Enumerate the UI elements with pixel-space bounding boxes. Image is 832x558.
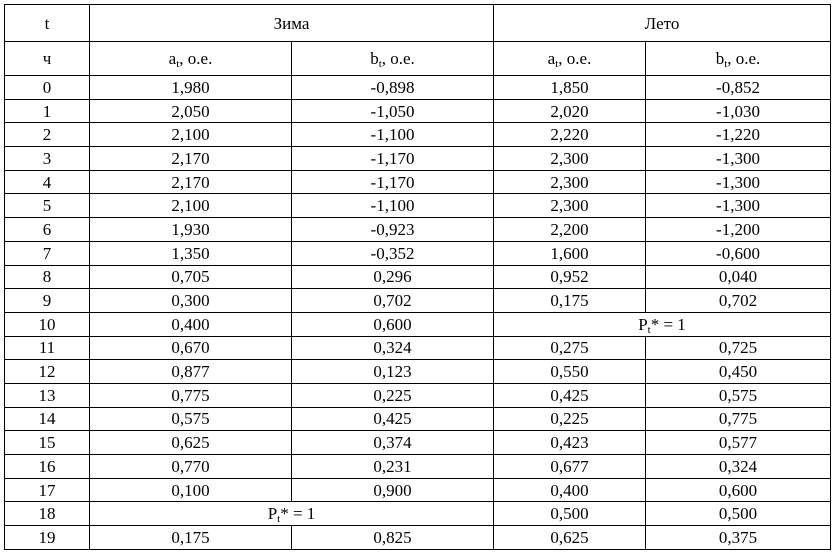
- hour-cell: 15: [5, 431, 90, 455]
- winter-a-cell: 0,575: [90, 407, 292, 431]
- summer-a-cell: 2,200: [494, 218, 646, 242]
- winter-a-cell: 2,170: [90, 147, 292, 171]
- winter-a-cell: 2,100: [90, 123, 292, 147]
- table-row: [5, 336, 831, 360]
- summer-a-cell: 0,425: [494, 383, 646, 407]
- hour-cell: 8: [5, 265, 90, 289]
- table-row: [5, 123, 831, 147]
- summer-a-cell: 1,600: [494, 241, 646, 265]
- table-row: [5, 360, 831, 384]
- hour-cell: 10: [5, 312, 90, 336]
- summer-a-cell: 0,400: [494, 478, 646, 502]
- summer-merged-cell: $P_t* = 1$: [494, 312, 831, 336]
- header-summer: Лето: [494, 5, 831, 42]
- summer-b-cell: 0,324: [646, 455, 831, 479]
- table-row: [5, 289, 831, 313]
- hour-cell: 0: [5, 76, 90, 100]
- header-summer-a: $a_t$, о.е.: [494, 42, 646, 76]
- winter-b-cell: -1,100: [292, 194, 494, 218]
- table-row: [5, 241, 831, 265]
- winter-a-cell: 2,170: [90, 170, 292, 194]
- table-row: [5, 312, 831, 336]
- table-row: [5, 76, 831, 100]
- hour-cell: 12: [5, 360, 90, 384]
- winter-b-cell: 0,900: [292, 478, 494, 502]
- table-row: [5, 99, 831, 123]
- hour-cell: 17: [5, 478, 90, 502]
- summer-b-cell: -1,300: [646, 194, 831, 218]
- hour-cell: 3: [5, 147, 90, 171]
- table-row: [5, 218, 831, 242]
- summer-b-cell: 0,040: [646, 265, 831, 289]
- winter-b-cell: 0,324: [292, 336, 494, 360]
- summer-b-cell: 0,500: [646, 502, 831, 526]
- table-row: [5, 194, 831, 218]
- winter-a-cell: 2,050: [90, 99, 292, 123]
- summer-b-cell: 0,577: [646, 431, 831, 455]
- summer-a-cell: 0,175: [494, 289, 646, 313]
- summer-a-cell: 2,020: [494, 99, 646, 123]
- summer-b-cell: 0,702: [646, 289, 831, 313]
- hour-cell: 18: [5, 502, 90, 526]
- summer-b-cell: -1,030: [646, 99, 831, 123]
- header-winter-b: $b_t$, о.е.: [292, 42, 494, 76]
- winter-a-cell: 0,175: [90, 526, 292, 550]
- summer-b-cell: -1,200: [646, 218, 831, 242]
- summer-b-cell: -1,220: [646, 123, 831, 147]
- header-t: t: [5, 5, 90, 42]
- winter-b-cell: -1,170: [292, 170, 494, 194]
- hour-cell: 1: [5, 99, 90, 123]
- hour-cell: 19: [5, 526, 90, 550]
- winter-b-cell: -0,923: [292, 218, 494, 242]
- summer-a-cell: 0,625: [494, 526, 646, 550]
- summer-a-cell: 1,850: [494, 76, 646, 100]
- winter-b-cell: 0,825: [292, 526, 494, 550]
- winter-a-cell: 2,100: [90, 194, 292, 218]
- winter-a-cell: 1,930: [90, 218, 292, 242]
- summer-b-cell: 0,725: [646, 336, 831, 360]
- summer-a-cell: 2,300: [494, 170, 646, 194]
- summer-a-cell: 0,550: [494, 360, 646, 384]
- summer-b-cell: -0,600: [646, 241, 831, 265]
- table-row: [5, 147, 831, 171]
- hour-cell: 16: [5, 455, 90, 479]
- summer-b-cell: -1,300: [646, 170, 831, 194]
- header-winter: Зима: [90, 5, 494, 42]
- header-unit: ч: [5, 42, 90, 76]
- hour-cell: 5: [5, 194, 90, 218]
- summer-a-cell: 0,677: [494, 455, 646, 479]
- table-row: [5, 170, 831, 194]
- winter-b-cell: 0,123: [292, 360, 494, 384]
- winter-b-cell: -0,352: [292, 241, 494, 265]
- hour-cell: 13: [5, 383, 90, 407]
- summer-a-cell: 0,275: [494, 336, 646, 360]
- header-winter-a: $a_t$, о.е.: [90, 42, 292, 76]
- winter-b-cell: 0,702: [292, 289, 494, 313]
- header-row-columns: [5, 42, 831, 76]
- winter-b-cell: 0,374: [292, 431, 494, 455]
- winter-merged-cell: $P_t* = 1$: [90, 502, 494, 526]
- winter-b-cell: 0,600: [292, 312, 494, 336]
- winter-b-cell: -0,898: [292, 76, 494, 100]
- summer-a-cell: 0,500: [494, 502, 646, 526]
- table-row: [5, 478, 831, 502]
- summer-b-cell: -0,852: [646, 76, 831, 100]
- table-row: [5, 455, 831, 479]
- summer-a-cell: 0,423: [494, 431, 646, 455]
- winter-b-cell: -1,170: [292, 147, 494, 171]
- table-row: [5, 407, 831, 431]
- data-table: [4, 4, 831, 550]
- summer-b-cell: 0,600: [646, 478, 831, 502]
- winter-a-cell: 0,705: [90, 265, 292, 289]
- summer-b-cell: -1,300: [646, 147, 831, 171]
- summer-b-cell: 0,575: [646, 383, 831, 407]
- hour-cell: 14: [5, 407, 90, 431]
- winter-b-cell: 0,425: [292, 407, 494, 431]
- winter-a-cell: 0,670: [90, 336, 292, 360]
- summer-a-cell: 2,300: [494, 194, 646, 218]
- hour-cell: 6: [5, 218, 90, 242]
- winter-b-cell: -1,050: [292, 99, 494, 123]
- winter-a-cell: 1,980: [90, 76, 292, 100]
- header-summer-b: $b_t$, о.е.: [646, 42, 831, 76]
- hour-cell: 4: [5, 170, 90, 194]
- winter-a-cell: 0,625: [90, 431, 292, 455]
- hour-cell: 2: [5, 123, 90, 147]
- hour-cell: 9: [5, 289, 90, 313]
- summer-b-cell: 0,450: [646, 360, 831, 384]
- hour-cell: 7: [5, 241, 90, 265]
- summer-b-cell: 0,375: [646, 526, 831, 550]
- winter-a-cell: 0,770: [90, 455, 292, 479]
- table-row: [5, 502, 831, 526]
- table-row: [5, 265, 831, 289]
- table-row: [5, 383, 831, 407]
- summer-a-cell: 2,300: [494, 147, 646, 171]
- winter-a-cell: 0,400: [90, 312, 292, 336]
- summer-a-cell: 0,952: [494, 265, 646, 289]
- winter-b-cell: -1,100: [292, 123, 494, 147]
- table-row: [5, 431, 831, 455]
- winter-a-cell: 0,877: [90, 360, 292, 384]
- winter-b-cell: 0,225: [292, 383, 494, 407]
- header-row-seasons: [5, 5, 831, 42]
- summer-a-cell: 0,225: [494, 407, 646, 431]
- summer-b-cell: 0,775: [646, 407, 831, 431]
- winter-a-cell: 0,775: [90, 383, 292, 407]
- summer-a-cell: 2,220: [494, 123, 646, 147]
- table-row: [5, 526, 831, 550]
- winter-a-cell: 0,100: [90, 478, 292, 502]
- winter-b-cell: 0,296: [292, 265, 494, 289]
- winter-a-cell: 1,350: [90, 241, 292, 265]
- winter-a-cell: 0,300: [90, 289, 292, 313]
- winter-b-cell: 0,231: [292, 455, 494, 479]
- hour-cell: 11: [5, 336, 90, 360]
